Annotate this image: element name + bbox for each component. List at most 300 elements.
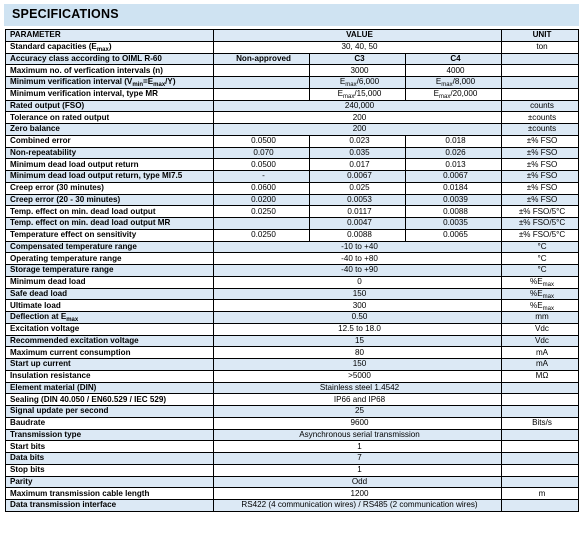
- unit-cell: [502, 347, 579, 359]
- value-text: IP66 and IP68: [333, 394, 386, 404]
- value-text: -10 to +40: [341, 241, 378, 251]
- value-cell-v2: [310, 88, 406, 100]
- value-cell-v2: [310, 77, 406, 89]
- value-cell-v1: [214, 159, 310, 171]
- parameter-text: Non-repeatability: [10, 147, 77, 157]
- table-row: [6, 206, 579, 218]
- value-text: 0.0250: [251, 206, 276, 216]
- parameter-text: Temperature effect on sensitivity: [10, 230, 137, 240]
- value-cell-v1: [214, 65, 310, 77]
- unit-text: ±% FSO: [526, 171, 558, 181]
- table-row: [6, 159, 579, 171]
- value-cell-v2: [310, 65, 406, 77]
- parameter-cell: [6, 288, 214, 300]
- parameter-cell: [6, 359, 214, 371]
- value-cell-v1: [214, 88, 310, 100]
- parameter-text: Parity: [10, 476, 33, 486]
- value-text: 0.013: [445, 159, 466, 169]
- unit-cell: [502, 370, 579, 382]
- parameter-cell: [6, 394, 214, 406]
- value-cell-v1: [214, 77, 310, 89]
- value-text: 0.017: [349, 159, 370, 169]
- parameter-text: Start up current: [10, 359, 71, 369]
- specifications-banner: [4, 4, 579, 26]
- parameter-cell: [6, 182, 214, 194]
- unit-text: ±% FSO/5°C: [518, 206, 566, 216]
- table-row: [6, 500, 579, 512]
- parameter-text: Signal update per second: [10, 406, 109, 416]
- value-text: 0.0088: [347, 230, 372, 240]
- table-row: [6, 253, 579, 265]
- value-subscript: max: [345, 82, 357, 89]
- value-cell: [214, 429, 502, 441]
- parameter-text: Deflection at E: [10, 312, 67, 322]
- unit-text: ±% FSO: [526, 194, 558, 204]
- value-cell-v1: [214, 194, 310, 206]
- table-row: [6, 241, 579, 253]
- parameter-text: Compensated temperature range: [10, 241, 137, 251]
- value-text: C3: [354, 53, 365, 63]
- value-text: 25: [355, 406, 365, 416]
- value-cell-v1: [214, 147, 310, 159]
- table-row: [6, 394, 579, 406]
- value-text: -: [262, 171, 265, 181]
- table-row: [6, 194, 579, 206]
- parameter-text: Rated output (FSO): [10, 100, 85, 110]
- parameter-cell: [6, 382, 214, 394]
- parameter-cell: [6, 476, 214, 488]
- value-cell: [214, 417, 502, 429]
- value-text-suffix: /6,000: [356, 77, 380, 87]
- unit-cell: [502, 229, 579, 241]
- parameter-cell: [6, 171, 214, 183]
- parameter-text: Operating temperature range: [10, 253, 122, 263]
- unit-cell: [502, 300, 579, 312]
- value-cell-v3: [406, 182, 502, 194]
- header-parameter: PARAMETER: [6, 30, 214, 42]
- table-row: [6, 77, 579, 89]
- unit-cell: [502, 288, 579, 300]
- value-text: 7: [357, 453, 362, 463]
- parameter-cell: [6, 429, 214, 441]
- parameter-subscript: max: [66, 317, 79, 324]
- parameter-cell: [6, 370, 214, 382]
- unit-cell: [502, 218, 579, 230]
- parameter-text: Start bits: [10, 441, 46, 451]
- value-text: 200: [352, 124, 367, 134]
- parameter-cell: [6, 276, 214, 288]
- value-text: Odd: [351, 476, 368, 486]
- parameter-text: Ultimate load: [10, 300, 61, 310]
- parameter-text: Data bits: [10, 453, 45, 463]
- value-text: 0.50: [351, 312, 368, 322]
- value-cell: [214, 476, 502, 488]
- value-text: 0.025: [349, 183, 370, 193]
- unit-cell: [502, 265, 579, 277]
- value-cell-v1: [214, 206, 310, 218]
- parameter-text: Minimum dead load: [10, 277, 86, 287]
- parameter-text: Data transmission interface: [10, 500, 117, 510]
- value-text: 0.0117: [347, 206, 372, 216]
- parameter-text: Accuracy class according to OIML R-60: [10, 53, 162, 63]
- parameter-text: Safe dead load: [10, 288, 68, 298]
- unit-cell: [502, 147, 579, 159]
- table-row: [6, 100, 579, 112]
- value-text: E: [435, 77, 442, 87]
- value-cell-v2: [310, 135, 406, 147]
- parameter-cell: [6, 206, 214, 218]
- table-row: [6, 276, 579, 288]
- table-row: [6, 265, 579, 277]
- unit-cell: [502, 112, 579, 124]
- value-cell: [214, 370, 502, 382]
- table-row: [6, 382, 579, 394]
- header-unit: UNIT: [502, 30, 579, 42]
- parameter-cell: [6, 253, 214, 265]
- value-cell-v1: [214, 53, 310, 65]
- value-cell-v2: [310, 194, 406, 206]
- unit-cell: [502, 135, 579, 147]
- unit-text: mm: [535, 312, 549, 322]
- unit-subscript: max: [542, 282, 554, 288]
- value-text: RS422 (4 communication wires) / RS485 (2 communication wires): [241, 500, 478, 510]
- value-cell: [214, 100, 502, 112]
- value-cell: [214, 453, 502, 465]
- unit-cell: [502, 65, 579, 77]
- value-cell-v3: [406, 229, 502, 241]
- parameter-text: Stop bits: [10, 465, 45, 475]
- value-text: 15: [355, 335, 365, 345]
- unit-text: ±% FSO/5°C: [518, 230, 566, 240]
- value-cell-v1: [214, 135, 310, 147]
- value-text: 0.0035: [443, 218, 468, 228]
- value-cell-v2: [310, 218, 406, 230]
- parameter-cell: [6, 135, 214, 147]
- unit-cell: [502, 488, 579, 500]
- parameter-text: Transmission type: [10, 429, 82, 439]
- table-row: [6, 41, 579, 53]
- value-cell-v3: [406, 171, 502, 183]
- value-text: 0.0053: [347, 194, 372, 204]
- unit-cell: [502, 182, 579, 194]
- value-text: E: [337, 89, 344, 99]
- value-text: 0.035: [349, 147, 370, 157]
- table-row: [6, 370, 579, 382]
- value-text: Stainless steel 1.4542: [319, 382, 400, 392]
- value-cell-v3: [406, 159, 502, 171]
- unit-cell: [502, 323, 579, 335]
- table-row: [6, 300, 579, 312]
- parameter-text: Maximum transmission cable length: [10, 488, 150, 498]
- parameter-cell: [6, 88, 214, 100]
- value-text: E: [339, 77, 346, 87]
- value-text: 0.0600: [251, 183, 276, 193]
- table-row: [6, 124, 579, 136]
- parameter-text: Maximum current consumption: [10, 347, 131, 357]
- value-text: 240,000: [344, 100, 375, 110]
- unit-cell: [502, 382, 579, 394]
- unit-cell: [502, 394, 579, 406]
- parameter-cell: [6, 100, 214, 112]
- value-cell-v3: [406, 194, 502, 206]
- value-cell-v1: [214, 218, 310, 230]
- value-text: Non-approved: [236, 53, 291, 63]
- parameter-text-suffix: /Y): [165, 77, 176, 87]
- value-cell: [214, 300, 502, 312]
- value-cell-v2: [310, 171, 406, 183]
- unit-cell: [502, 500, 579, 512]
- value-cell-v3: [406, 88, 502, 100]
- table-row: [6, 171, 579, 183]
- parameter-text: Baudrate: [10, 418, 46, 428]
- table-row: [6, 323, 579, 335]
- value-cell: [214, 323, 502, 335]
- parameter-text: Creep error (30 minutes): [10, 183, 105, 193]
- unit-cell: [502, 53, 579, 65]
- value-cell: [214, 41, 502, 53]
- table-row: [6, 453, 579, 465]
- parameter-cell: [6, 453, 214, 465]
- value-cell: [214, 265, 502, 277]
- unit-text: ±% FSO/5°C: [518, 218, 566, 228]
- value-text: 0.0039: [443, 194, 468, 204]
- parameter-cell: [6, 323, 214, 335]
- unit-cell: [502, 335, 579, 347]
- value-text: 200: [352, 112, 367, 122]
- table-row: [6, 65, 579, 77]
- unit-cell: [502, 359, 579, 371]
- parameter-cell: [6, 488, 214, 500]
- parameter-cell: [6, 241, 214, 253]
- parameter-text: Creep error (20 - 30 minutes): [10, 194, 121, 204]
- value-text: -40 to +90: [341, 265, 378, 275]
- unit-text: %E: [530, 277, 543, 287]
- table-row: [6, 182, 579, 194]
- value-cell: [214, 441, 502, 453]
- value-text: 0.0088: [443, 206, 468, 216]
- parameter-cell: [6, 312, 214, 324]
- value-text-suffix: /8,000: [452, 77, 476, 87]
- value-cell-v3: [406, 65, 502, 77]
- value-cell: [214, 312, 502, 324]
- value-cell: [214, 347, 502, 359]
- unit-cell: [502, 276, 579, 288]
- value-text: -40 to +80: [341, 253, 378, 263]
- value-text: 1200: [350, 488, 369, 498]
- value-text: 80: [355, 347, 365, 357]
- value-subscript: max: [441, 82, 453, 89]
- value-text: 9600: [350, 418, 369, 428]
- parameter-text: Maximum no. of verfication intervals (n): [10, 65, 163, 75]
- unit-cell: [502, 194, 579, 206]
- table-row: [6, 312, 579, 324]
- parameter-cell: [6, 77, 214, 89]
- value-cell: [214, 500, 502, 512]
- parameter-subscript: min: [132, 82, 144, 89]
- parameter-text: Insulation resistance: [10, 371, 91, 381]
- value-text: 0.0184: [443, 183, 468, 193]
- parameter-cell: [6, 441, 214, 453]
- unit-cell: [502, 241, 579, 253]
- parameter-text-suffix: ): [108, 42, 112, 52]
- parameter-text: Temp. effect on min. dead load output MR: [10, 218, 171, 228]
- table-row: [6, 135, 579, 147]
- parameter-text: Minimum dead load output return: [10, 159, 139, 169]
- value-text: 150: [352, 359, 367, 369]
- parameter-cell: [6, 218, 214, 230]
- value-cell-v3: [406, 147, 502, 159]
- parameter-text: Minimum dead load output return, type MI7.5: [10, 171, 183, 181]
- unit-cell: [502, 159, 579, 171]
- table-row: [6, 112, 579, 124]
- parameter-text: Excitation voltage: [10, 324, 80, 334]
- parameter-cell: [6, 229, 214, 241]
- value-cell: [214, 382, 502, 394]
- parameter-cell: [6, 147, 214, 159]
- unit-text: ±counts: [527, 112, 557, 122]
- value-cell-v1: [214, 229, 310, 241]
- table-row: [6, 218, 579, 230]
- value-text: 0.070: [253, 147, 274, 157]
- unit-cell: [502, 406, 579, 418]
- parameter-text: Storage temperature range: [10, 265, 114, 275]
- parameter-text: Element material (DIN): [10, 382, 97, 392]
- value-text: 4000: [446, 65, 465, 75]
- value-text: 150: [352, 288, 367, 298]
- unit-text: °C: [537, 253, 547, 263]
- parameter-cell: [6, 194, 214, 206]
- parameter-cell: [6, 112, 214, 124]
- unit-text: ton: [536, 42, 548, 52]
- value-cell-v3: [406, 135, 502, 147]
- unit-text: °C: [537, 265, 547, 275]
- table-row: [6, 347, 579, 359]
- parameter-cell: [6, 265, 214, 277]
- unit-cell: [502, 476, 579, 488]
- value-text: 0.0250: [251, 230, 276, 240]
- parameter-cell: [6, 417, 214, 429]
- value-cell-v2: [310, 229, 406, 241]
- value-cell: [214, 488, 502, 500]
- parameter-cell: [6, 406, 214, 418]
- value-cell: [214, 359, 502, 371]
- value-cell: [214, 253, 502, 265]
- unit-text: ±% FSO: [526, 159, 558, 169]
- unit-cell: [502, 124, 579, 136]
- value-cell-v3: [406, 218, 502, 230]
- value-text: 30, 40, 50: [341, 42, 378, 52]
- value-cell-v3: [406, 53, 502, 65]
- table-row: [6, 335, 579, 347]
- value-text: >5000: [348, 371, 371, 381]
- value-cell-v2: [310, 206, 406, 218]
- value-text: 3000: [350, 65, 369, 75]
- unit-text: ±counts: [527, 124, 557, 134]
- unit-text: Vdc: [535, 324, 549, 334]
- table-row: [6, 229, 579, 241]
- unit-cell: [502, 206, 579, 218]
- unit-cell: [502, 312, 579, 324]
- value-subscript: max: [343, 94, 355, 100]
- unit-cell: [502, 453, 579, 465]
- unit-text: Bits/s: [532, 418, 552, 428]
- value-text: 0.0500: [251, 136, 276, 146]
- table-row: [6, 441, 579, 453]
- table-body: [6, 41, 579, 511]
- value-cell-v3: [406, 206, 502, 218]
- value-cell: [214, 464, 502, 476]
- parameter-cell: [6, 347, 214, 359]
- value-text: 0.0047: [347, 218, 372, 228]
- parameter-cell: [6, 65, 214, 77]
- unit-text: mA: [535, 347, 549, 357]
- parameter-text: Standard capacities (E: [10, 42, 97, 52]
- header-value: VALUE: [214, 30, 502, 42]
- unit-text: ±% FSO: [526, 183, 558, 193]
- unit-cell: [502, 100, 579, 112]
- value-text-suffix: /15,000: [354, 89, 382, 99]
- table-row: [6, 476, 579, 488]
- value-text: 0.023: [349, 136, 370, 146]
- unit-text: Vdc: [535, 335, 549, 345]
- unit-text: m: [538, 488, 546, 498]
- value-text-suffix: /20,000: [450, 89, 478, 99]
- unit-cell: [502, 441, 579, 453]
- parameter-text: Temp. effect on min. dead load output: [10, 206, 156, 216]
- unit-text: °C: [537, 241, 547, 251]
- unit-text: %E: [530, 288, 543, 298]
- table-row: [6, 488, 579, 500]
- unit-subscript: max: [542, 305, 554, 312]
- parameter-cell: [6, 335, 214, 347]
- table-row: [6, 288, 579, 300]
- table-header-row: [6, 30, 579, 42]
- value-cell-v2: [310, 53, 406, 65]
- value-text: 1: [357, 441, 362, 451]
- table-row: [6, 359, 579, 371]
- value-cell: [214, 112, 502, 124]
- value-text: 0.0200: [251, 194, 276, 204]
- unit-cell: [502, 464, 579, 476]
- unit-text: mA: [535, 359, 549, 369]
- parameter-cell: [6, 124, 214, 136]
- unit-cell: [502, 77, 579, 89]
- value-text: 0.018: [445, 136, 466, 146]
- table-row: [6, 53, 579, 65]
- table-row: [6, 147, 579, 159]
- value-text: 0: [357, 277, 362, 287]
- parameter-subscript: max: [96, 47, 109, 53]
- parameter-text: Sealing (DIN 40.050 / EN60.529 / IEC 529): [10, 394, 167, 404]
- unit-text: ±% FSO: [526, 147, 558, 157]
- unit-cell: [502, 417, 579, 429]
- table-row: [6, 429, 579, 441]
- parameter-cell: [6, 159, 214, 171]
- value-text: 12.5 to 18.0: [338, 324, 381, 334]
- table-row: [6, 464, 579, 476]
- value-text: 0.026: [445, 147, 466, 157]
- parameter-text: Combined error: [10, 136, 71, 146]
- unit-subscript: max: [542, 293, 554, 300]
- unit-cell: [502, 88, 579, 100]
- value-text: 300: [352, 300, 367, 310]
- value-cell-v2: [310, 147, 406, 159]
- value-cell: [214, 335, 502, 347]
- parameter-text: Zero balance: [10, 124, 60, 134]
- parameter-text: Minimum verification interval, type MR: [10, 89, 158, 99]
- value-cell: [214, 124, 502, 136]
- value-cell: [214, 288, 502, 300]
